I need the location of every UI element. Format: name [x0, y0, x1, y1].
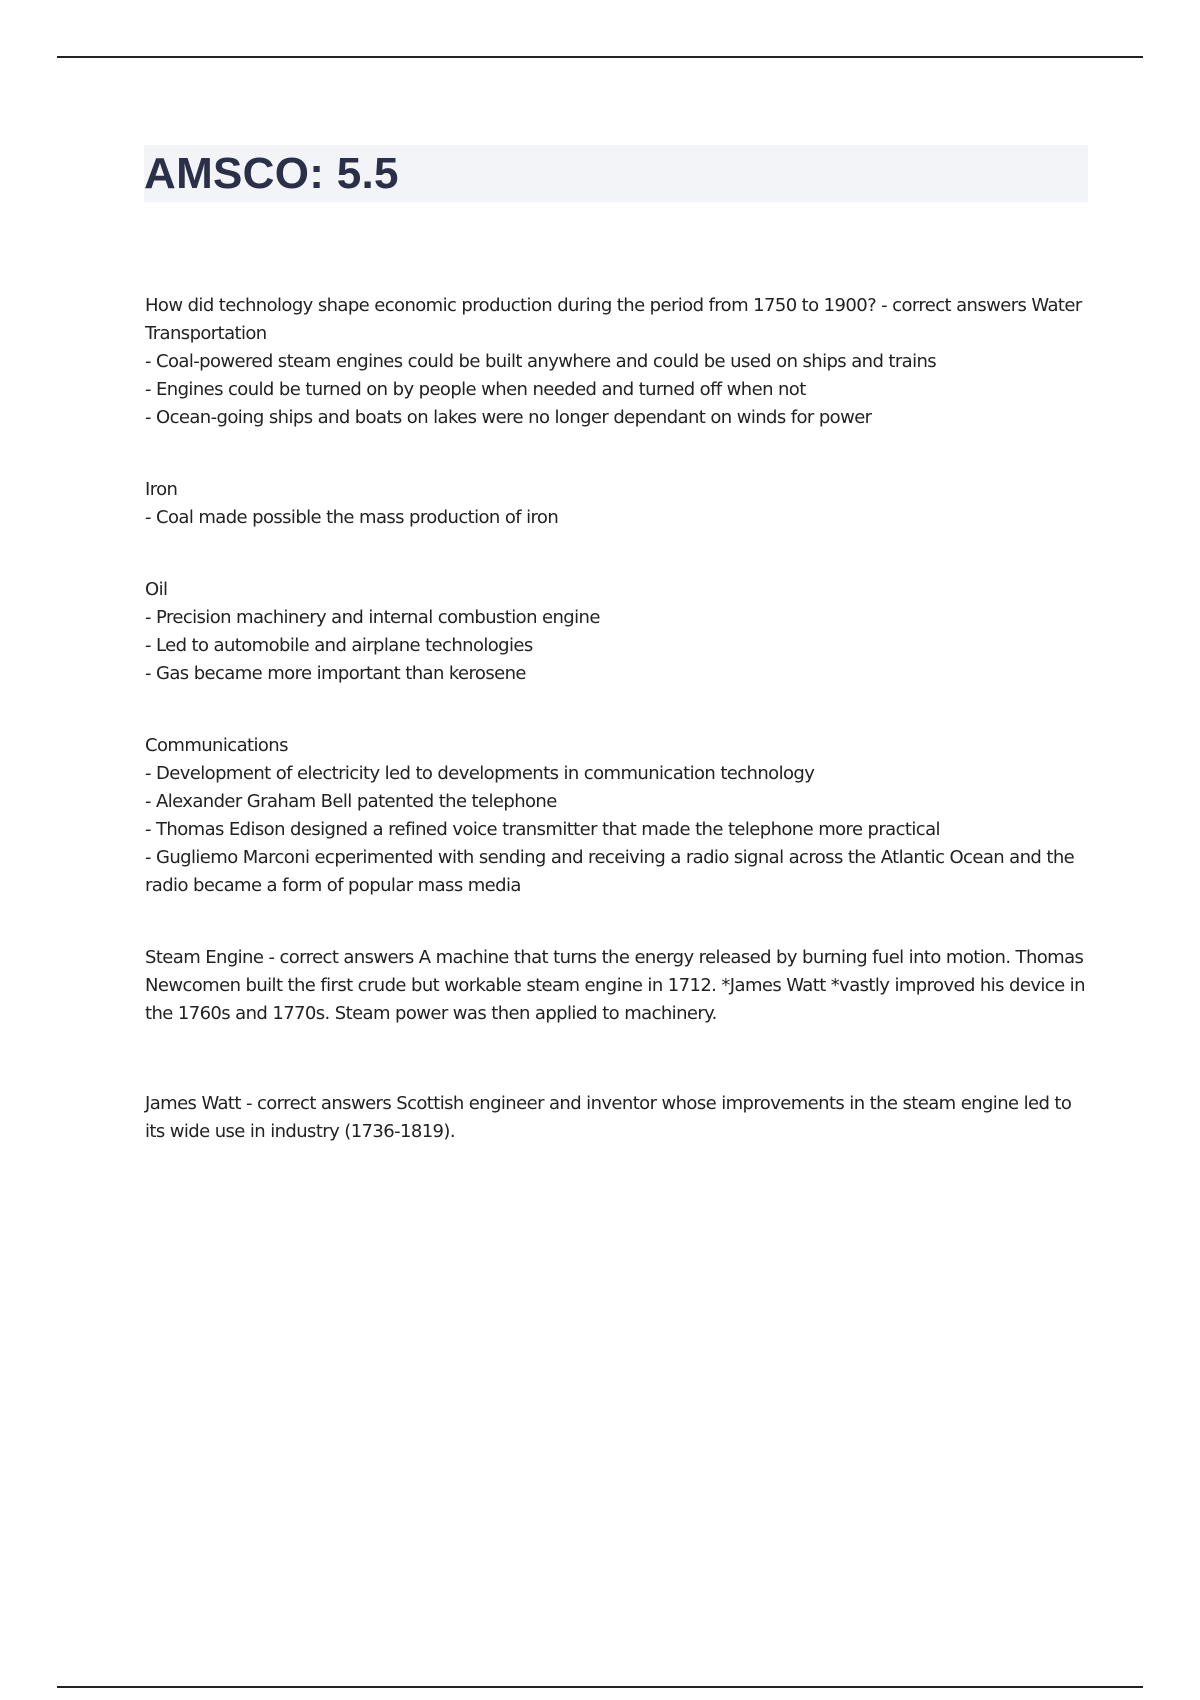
list-item: - Gugliemo Marconi ecperimented with sending and receiving a radio signal across the Atlantic Ocean and the radio became a form of popular mass media	[145, 847, 1075, 896]
title-banner	[144, 145, 1088, 202]
document-body	[145, 292, 1090, 1146]
list-item: - Thomas Edison designed a refined voice transmitter that made the telephone more practical	[145, 819, 940, 840]
list-item: - Alexander Graham Bell patented the telephone	[145, 791, 557, 812]
page-title: AMSCO: 5.5	[144, 149, 399, 198]
list-item: - Coal-powered steam engines could be built anywhere and could be used on ships and trains	[145, 351, 937, 372]
list-item: - Ocean-going ships and boats on lakes were no longer dependant on winds for power	[145, 407, 872, 428]
top-rule	[57, 56, 1143, 58]
spacer	[145, 688, 1090, 732]
spacer	[145, 432, 1090, 476]
bottom-rule	[57, 1686, 1143, 1688]
list-item: - Precision machinery and internal combustion engine	[145, 607, 600, 628]
question-water-transportation: How did technology shape economic production during the period from 1750 to 1900? - correct answers Water Transportation	[145, 295, 1082, 344]
list-item: - Development of electricity led to developments in communication technology	[145, 763, 815, 784]
spacer	[145, 900, 1090, 944]
list-item: - Led to automobile and airplane technologies	[145, 635, 533, 656]
james-watt-definition: James Watt - correct answers Scottish engineer and inventor whose improvements in the steam engine led to its wide use in industry (1736-1819).	[145, 1093, 1072, 1142]
section-heading-iron: Iron	[145, 479, 178, 500]
list-item: - Gas became more important than kerosene	[145, 663, 526, 684]
list-item: - Engines could be turned on by people when needed and turned off when not	[145, 379, 806, 400]
spacer	[145, 1028, 1090, 1090]
list-item: - Coal made possible the mass production of iron	[145, 507, 559, 528]
steam-engine-definition: Steam Engine - correct answers A machine that turns the energy released by burning fuel into motion. Thomas Newcomen built the first crude but workable steam engine in 1712. *James Watt *vastly improved his device in the 1760s and 1770s. Steam power was then applied to machinery.	[145, 947, 1085, 1024]
section-heading-oil: Oil	[145, 579, 168, 600]
spacer	[145, 532, 1090, 576]
section-heading-communications: Communications	[145, 735, 288, 756]
